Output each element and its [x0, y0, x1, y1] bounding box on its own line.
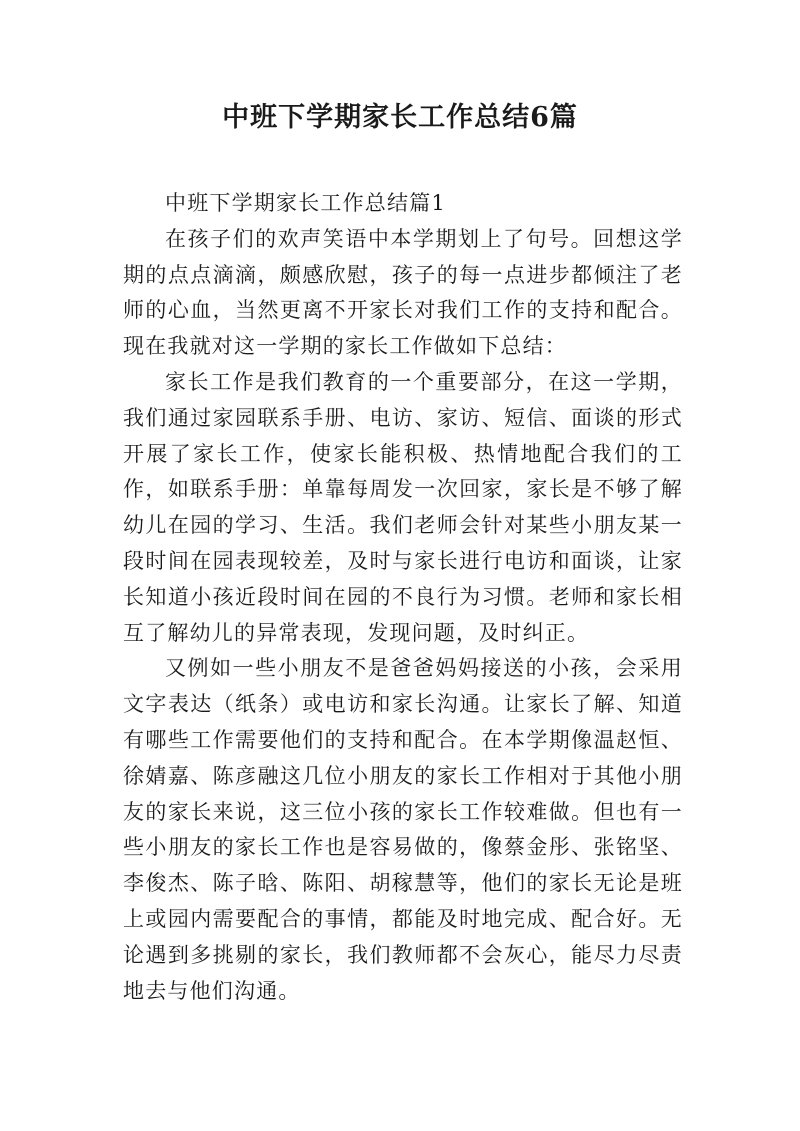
document-body [123, 186, 683, 1009]
paragraph: 家长工作是我们教育的一个重要部分，在这一学期，我们通过家园联系手册、电访、家访、短信、面谈的形式开展了家长工作，使家长能积极、热情地配合我们的工作，如联系手册：单靠每周发一次回家，家长是不够了解幼儿在园的学习、生活。我们老师会针对某些小朋友某一段时间在园表现较差，及时与家长进行电访和面谈，让家长知道小孩近段时间在园的不良行为习惯。老师和家长相互了解幼儿的异常表现，发现问题，及时纠正。 [123, 369, 683, 645]
paragraph: 在孩子们的欢声笑语中本学期划上了句号。回想这学期的点点滴滴，颇感欣慰，孩子的每一点进步都倾注了老师的心血，当然更离不开家长对我们工作的支持和配合。现在我就对这一学期的家长工作做如下总结： [123, 226, 683, 359]
paragraph: 又例如一些小朋友不是爸爸妈妈接送的小孩，会采用文字表达（纸条）或电访和家长沟通。让家长了解、知道有哪些工作需要他们的支持和配合。在本学期像温赵恒、徐婧嘉、陈彦融这几位小朋友的家长工作相对于其他小朋友的家长来说，这三位小孩的家长工作较难做。但也有一些小朋友的家长工作也是容易做的，像蔡金彤、张铭坚、李俊杰、陈子晗、陈阳、胡稼慧等，他们的家长无论是班上或园内需要配合的事情，都能及时地完成、配合好。无论遇到多挑剔的家长，我们教师都不会灰心，能尽力尽责地去与他们沟通。 [123, 656, 683, 1003]
document-title: 中班下学期家长工作总结6篇 [222, 102, 578, 133]
section-heading: 中班下学期家长工作总结篇1 [165, 191, 446, 215]
